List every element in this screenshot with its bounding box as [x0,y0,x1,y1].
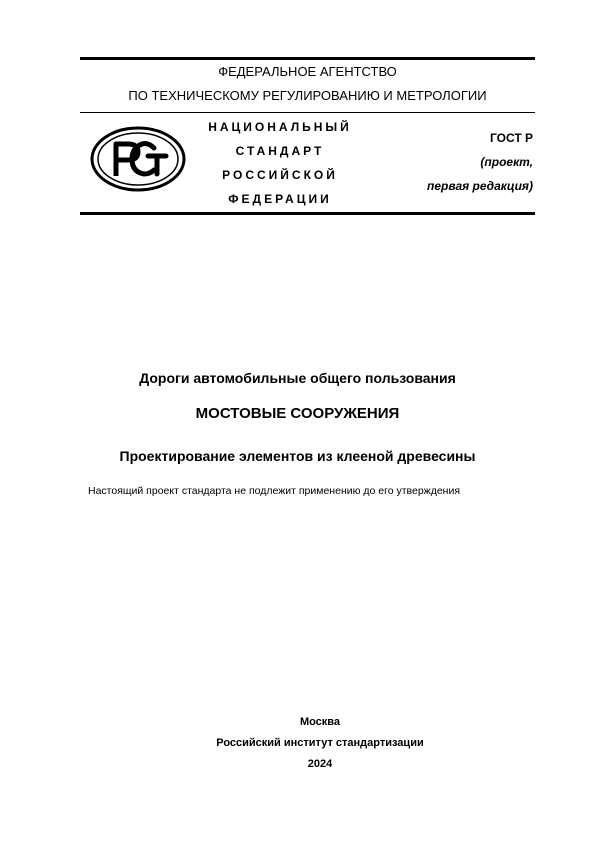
draft-notice: Настоящий проект стандарта не подлежит применению до его утверждения [88,485,461,497]
document-subtitle: Проектирование элементов из клееной древесины [119,448,476,464]
gost-status-line-2: первая редакция) [427,179,533,193]
header-top-rule [80,57,535,60]
document-category: Дороги автомобильные общего пользования [139,370,456,386]
imprint-year: 2024 [307,758,333,770]
imprint-publisher: Российский институт стандартизации [216,737,424,749]
standard-type-line-1: НАЦИОНАЛЬНЫЙ [208,120,352,134]
gost-status-line-1: (проект, [480,155,533,169]
agency-name-line-1: ФЕДЕРАЛЬНОЕ АГЕНТСТВО [218,64,397,79]
document-title: МОСТОВЫЕ СООРУЖЕНИЯ [195,405,400,422]
rst-logo-icon [90,126,186,192]
imprint-city: Москва [299,716,341,728]
standard-type-line-2: СТАНДАРТ [235,144,325,158]
agency-name-line-2: ПО ТЕХНИЧЕСКОМУ РЕГУЛИРОВАНИЮ И МЕТРОЛОГИИ [128,88,487,103]
gost-code: ГОСТ Р [489,131,533,145]
header-divider [80,112,535,113]
header-bottom-rule [80,212,535,215]
standard-type-line-4: ФЕДЕРАЦИИ [228,192,332,206]
rst-logo [90,126,186,192]
standard-type-line-3: РОССИЙСКОЙ [222,168,338,182]
